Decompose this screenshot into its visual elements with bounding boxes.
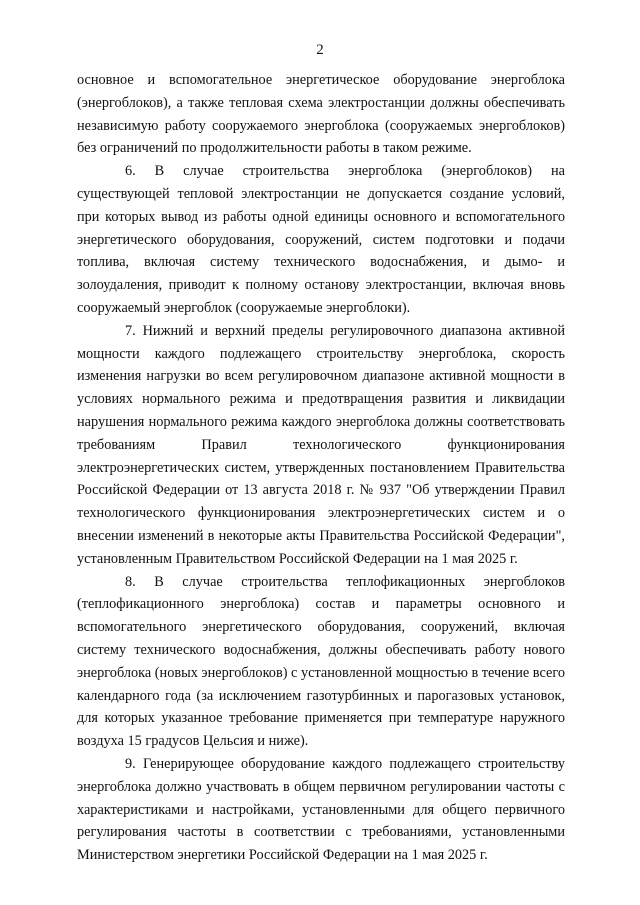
paragraph-item-7: 7. Нижний и верхний пределы регулировочного диапазона активной мощности каждого подлежащего строительству энергоблока, скорость изменения нагрузки во всем регулировочном диапазоне активной мощности в условиях нормального режима и предотвращения развития и ликвидации нарушения нормального режима каждого энергоблока должны соответствовать требованиям Правил технологического функционирования электроэнергетических систем, утвержденных постановлением Правительства Российской Федерации от 13 августа 2018 г. № 937 "Об утверждении Правил технологического функционирования электроэнергетических систем и о внесении изменений в некоторые акты Правительства Российской Федерации", установленным Правительством Российской Федерации на 1 мая 2025 г. [77,322,565,567]
paragraph-item-6: 6. В случае строительства энергоблока (энергоблоков) на существующей тепловой электростанции не допускается создание условий, при которых вывод из работы одной единицы основного и вспомогательного энергетического оборудования, сооружений, систем подготовки и подачи топлива, включая систему технического водоснабжения, и дымо- и золоудаления, приводит к полному останову электростанции, включая вновь сооружаемый энергоблок (сооружаемые энергоблоки). [77,163,565,316]
paragraph-item-9: 9. Генерирующее оборудование каждого подлежащего строительству энергоблока должно участвовать в общем первичном регулировании частоты с характеристиками и настройками, установленными для общего первичного регулирования частоты в соответствии с требованиями, установленными Министерством энергетики Российской Федерации на 1 мая 2025 г. [77,755,565,864]
page-number: 2 [316,42,324,58]
document-body [77,69,565,867]
paragraph-continuation: основное и вспомогательное энергетическое оборудование энергоблока (энергоблоков), а также тепловая схема электростанции должны обеспечивать независимую работу сооружаемого энергоблока (сооружаемых энергоблоков) без ограничений по продолжительности работы в таком режиме. [77,72,565,157]
paragraph-item-8: 8. В случае строительства теплофикационных энергоблоков (теплофикационного энергоблока) состав и параметры основного и вспомогательного энергетического оборудования, сооружений, включая систему технического водоснабжения, должны обеспечивать работу нового энергоблока (новых энергоблоков) с установленной мощностью в течение всего календарного года (за исключением газотурбинных и парогазовых установок, для которых указанное требование применяется при температуре наружного воздуха 15 градусов Цельсия и ниже). [77,573,565,750]
